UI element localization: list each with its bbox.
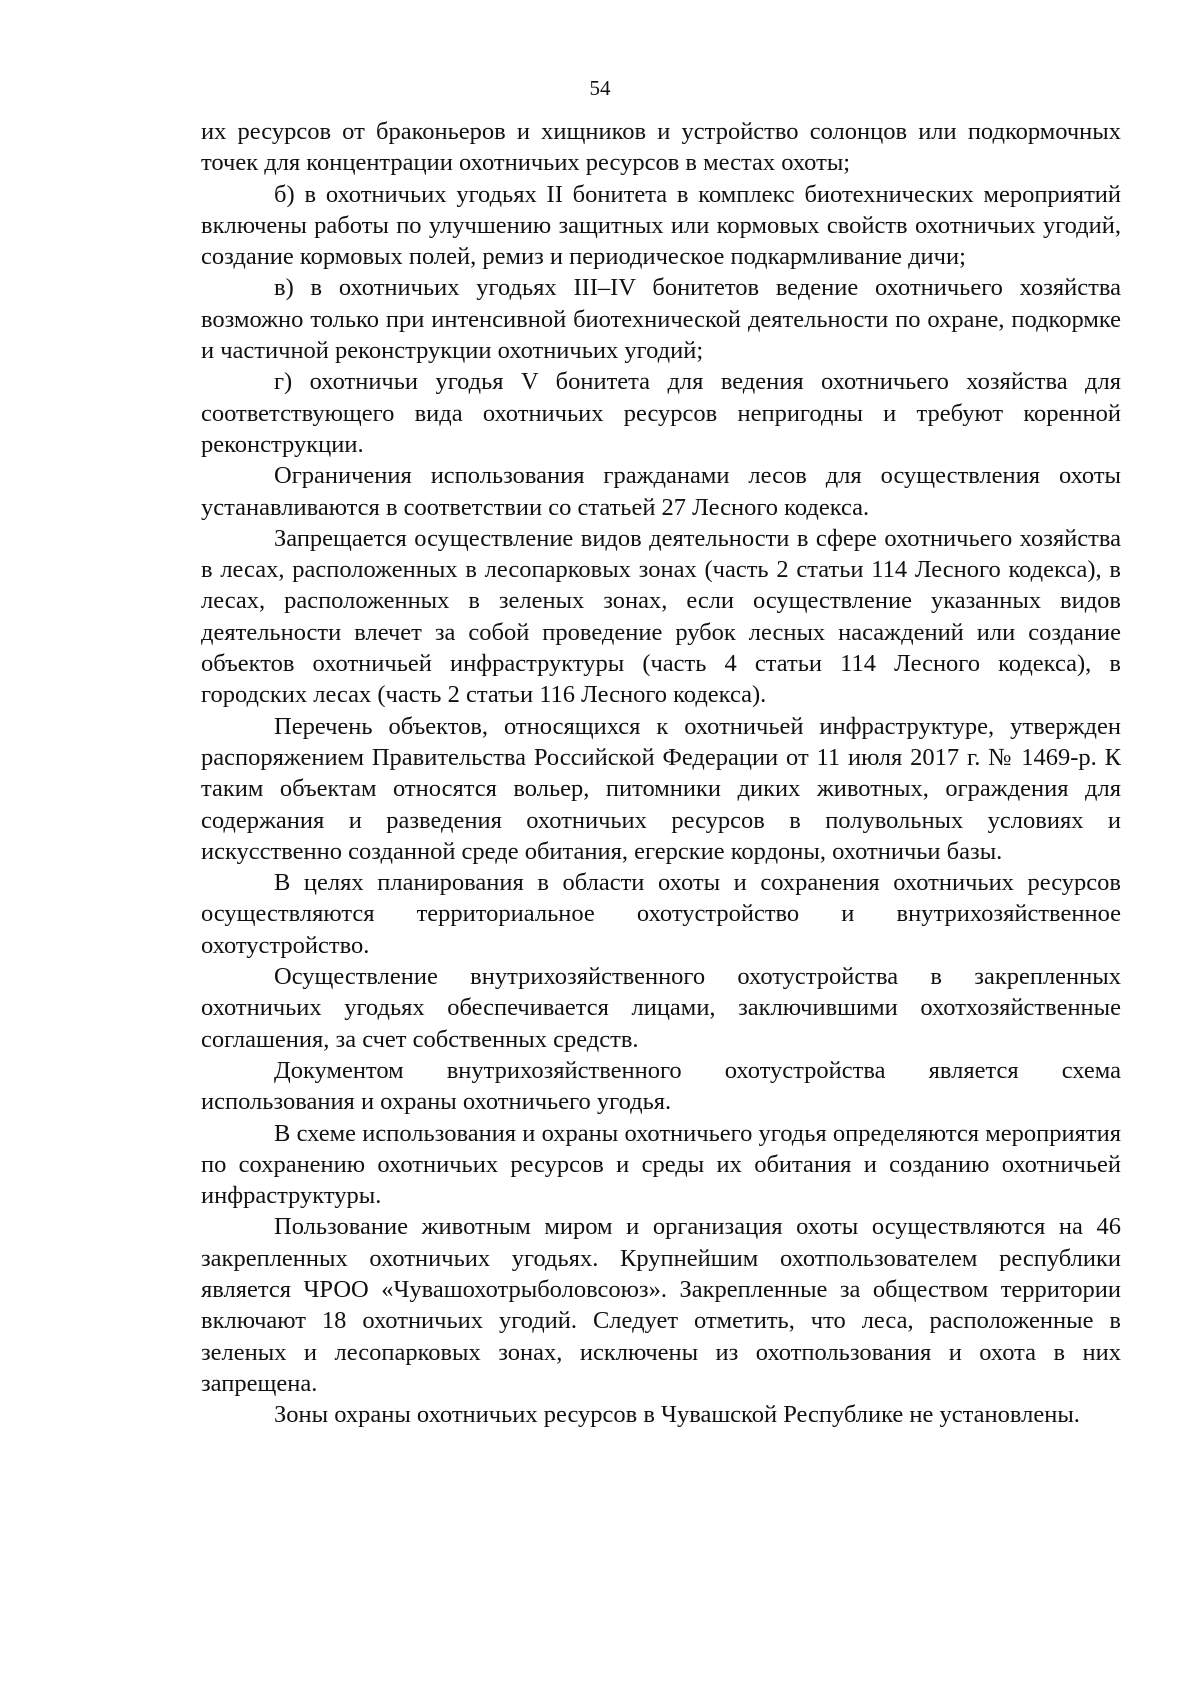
document-body <box>201 116 1121 1430</box>
paragraph-5: Ограничения использования гражданами лесов для осуществления охоты устанавливаются в соответствии со статьей 27 Лесного кодекса. <box>201 462 1121 521</box>
paragraph-11: В схеме использования и охраны охотничьего угодья определяются мероприятия по сохранению охотничьих ресурсов и среды их обитания и созданию охотничьей инфраструктуры. <box>201 1119 1121 1210</box>
paragraph-13: Зоны охраны охотничьих ресурсов в Чувашской Республике не установлены. <box>274 1401 1080 1429</box>
paragraph-1: их ресурсов от браконьеров и хищников и устройство солонцов или подкормочных точек для концентрации охотничьих ресурсов в местах охоты; <box>201 118 1121 177</box>
paragraph-2: б) в охотничьих угодьях II бонитета в комплекс биотехнических мероприятий включены работы по улучшению защитных или кормовых свойств охотничьих угодий, создание кормовых полей, ремиз и периодическое подкармливание дичи; <box>201 180 1121 271</box>
page-number: 54 <box>589 76 611 100</box>
paragraph-9: Осуществление внутрихозяйственного охотустройства в закрепленных охотничьих угодьях обеспечивается лицами, заключившими охотхозяйственные соглашения, за счет собственных средств. <box>201 963 1121 1053</box>
paragraph-6: Запрещается осуществление видов деятельности в сфере охотничьего хозяйства в лесах, расположенных в лесопарковых зонах (часть 2 статьи 114 Лесного кодекса), в лесах, расположенных в зеленых зонах, если осуществление указанных видов деятельности влечет за собой проведение рубок лесных насаждений или создание объектов охотничьей инфраструктуры (часть 4 статьи 114 Лесного кодекса), в городских лесах (часть 2 статьи 116 Лесного кодекса). <box>201 524 1121 709</box>
paragraph-4: г) охотничьи угодья V бонитета для ведения охотничьего хозяйства для соответствующего вида охотничьих ресурсов непригодны и требуют коренной реконструкции. <box>201 368 1121 458</box>
paragraph-3: в) в охотничьих угодьях III–IV бонитетов ведение охотничьего хозяйства возможно только при интенсивной биотехнической деятельности по охране, подкормке и частичной реконструкции охотничьих угодий; <box>201 274 1121 365</box>
paragraph-10: Документом внутрихозяйственного охотустройства является схема использования и охраны охотничьего угодья. <box>201 1056 1121 1116</box>
paragraph-7: Перечень объектов, относящихся к охотничьей инфраструктуре, утвержден распоряжением Правительства Российской Федерации от 11 июля 2017 г. № 1469-р. К таким объектам относятся вольер, питомники диких животных, ограждения для содержания и разведения охотничьих ресурсов в полувольных условиях и искусственно созданной среде обитания, егерские кордоны, охотничьи базы. <box>201 712 1121 865</box>
paragraph-12: Пользование животным миром и организация охоты осуществляются на 46 закрепленных охотничьих угодьях. Крупнейшим охотпользователем республики является ЧРОО «Чувашохотрыболовсоюз». Закрепленные за обществом территории включают 18 охотничьих угодий. Следует отметить, что леса, расположенные в зеленых и лесопарковых зонах, исключены из охотпользования и охота в них запрещена. <box>201 1213 1121 1397</box>
paragraph-8: В целях планирования в области охоты и сохранения охотничьих ресурсов осуществляются территориальное охотустройство и внутрихозяйственное охотустройство. <box>201 869 1121 959</box>
